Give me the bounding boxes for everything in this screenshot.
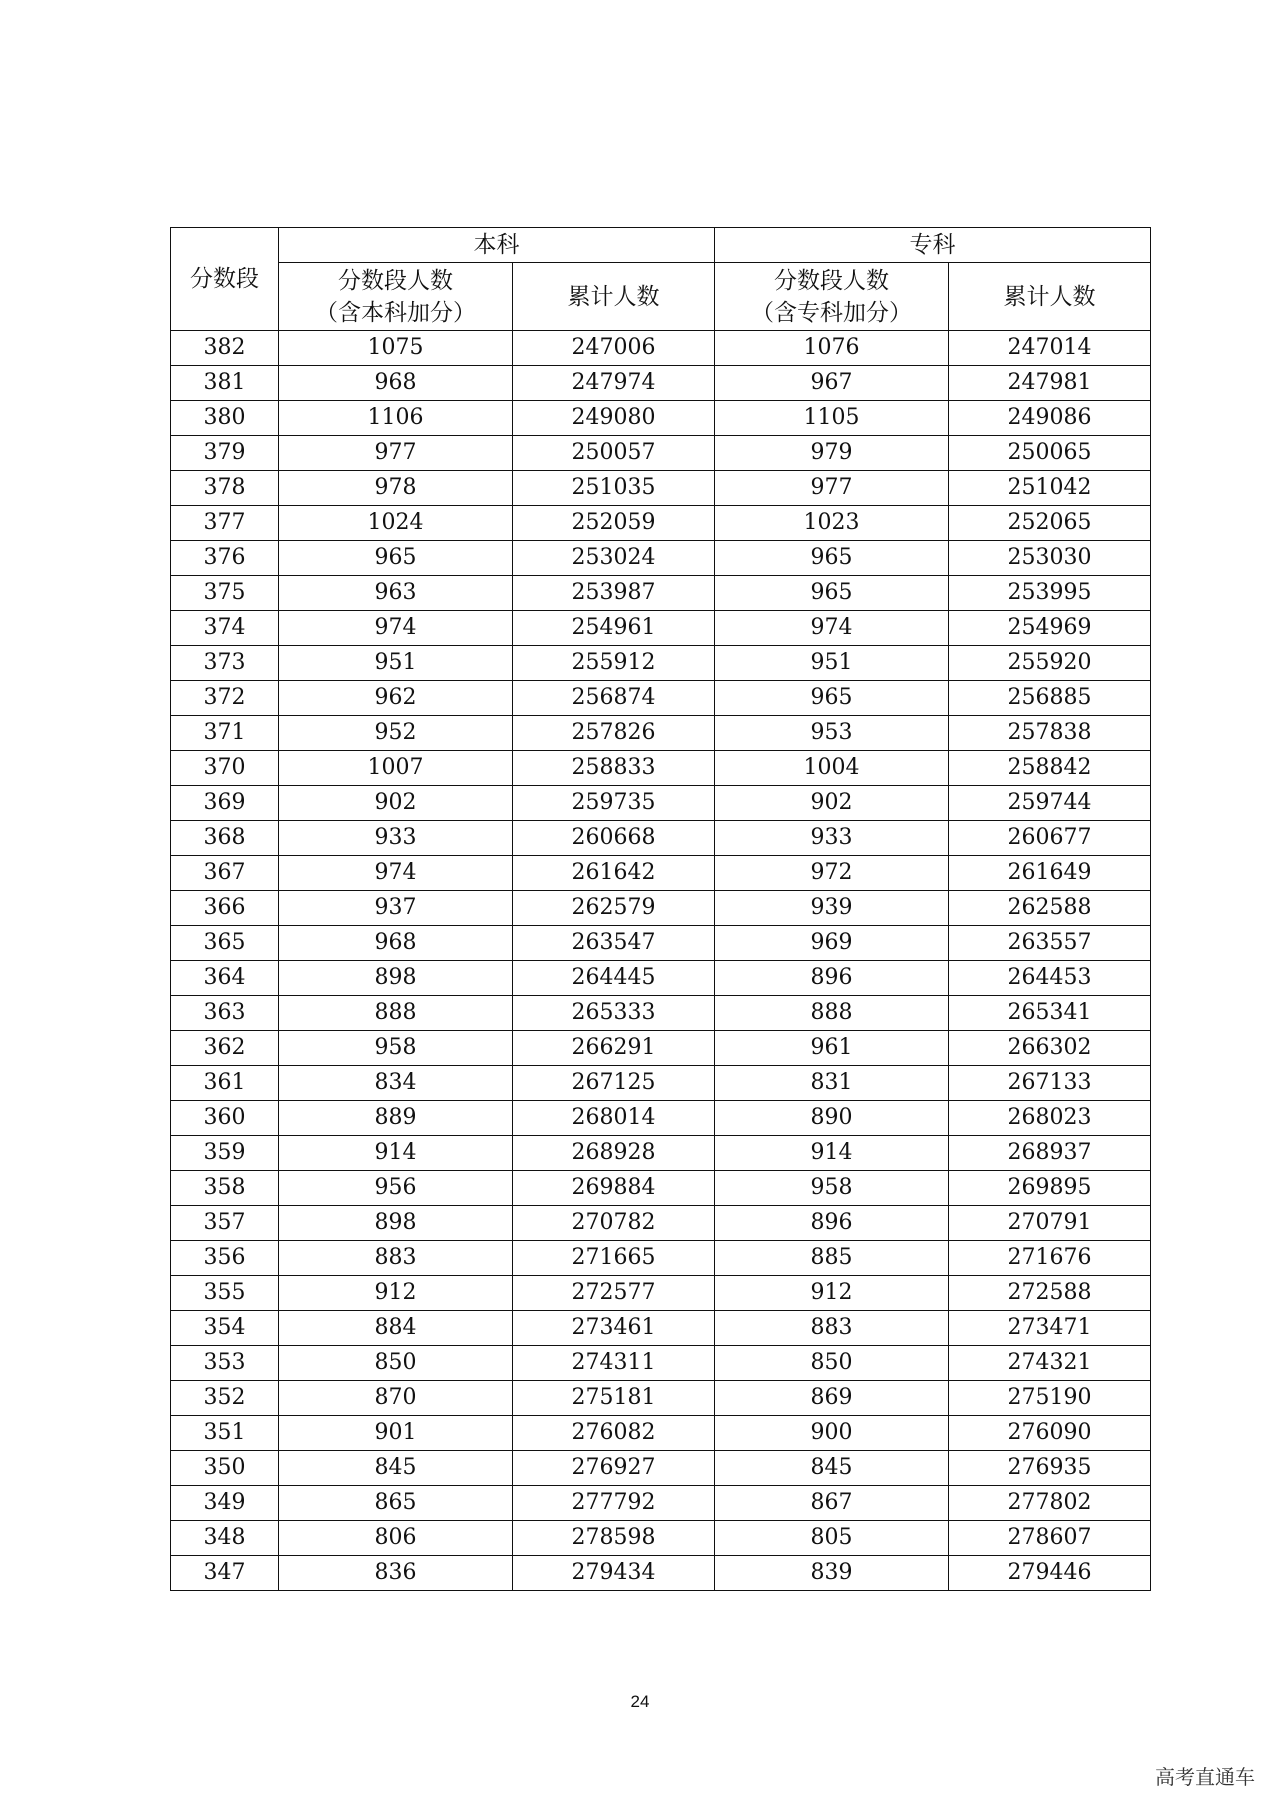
cell-college-count: 900: [715, 1416, 949, 1451]
cell-undergrad-cumulative: 247974: [513, 366, 715, 401]
cell-score: 359: [171, 1136, 279, 1171]
cell-undergrad-count: 901: [279, 1416, 513, 1451]
table-row: [171, 821, 1151, 856]
cell-college-cumulative: 257838: [949, 716, 1151, 751]
cell-college-count: 883: [715, 1311, 949, 1346]
cell-score: 373: [171, 646, 279, 681]
cell-undergrad-count: 951: [279, 646, 513, 681]
cell-score: 379: [171, 436, 279, 471]
cell-undergrad-cumulative: 257826: [513, 716, 715, 751]
cell-undergrad-count: 914: [279, 1136, 513, 1171]
cell-undergrad-cumulative: 275181: [513, 1381, 715, 1416]
cell-college-count: 885: [715, 1241, 949, 1276]
cell-college-count: 979: [715, 436, 949, 471]
cell-college-count: 933: [715, 821, 949, 856]
header-undergrad-cumulative: 累计人数: [513, 263, 715, 331]
table-row: [171, 1066, 1151, 1101]
cell-college-count: 896: [715, 1206, 949, 1241]
cell-college-count: 967: [715, 366, 949, 401]
cell-college-count: 902: [715, 786, 949, 821]
cell-score: 364: [171, 961, 279, 996]
cell-undergrad-cumulative: 277792: [513, 1486, 715, 1521]
table-row: [171, 751, 1151, 786]
cell-undergrad-count: 1007: [279, 751, 513, 786]
cell-college-cumulative: 267133: [949, 1066, 1151, 1101]
cell-college-count: 869: [715, 1381, 949, 1416]
cell-college-count: 805: [715, 1521, 949, 1556]
cell-score: 351: [171, 1416, 279, 1451]
cell-undergrad-count: 933: [279, 821, 513, 856]
cell-college-cumulative: 256885: [949, 681, 1151, 716]
cell-college-count: 974: [715, 611, 949, 646]
cell-undergrad-count: 952: [279, 716, 513, 751]
table-row: [171, 541, 1151, 576]
cell-score: 348: [171, 1521, 279, 1556]
cell-undergrad-count: 974: [279, 611, 513, 646]
cell-score: 369: [171, 786, 279, 821]
cell-college-count: 896: [715, 961, 949, 996]
cell-college-cumulative: 264453: [949, 961, 1151, 996]
cell-undergrad-cumulative: 268014: [513, 1101, 715, 1136]
cell-college-count: 1105: [715, 401, 949, 436]
table-row: [171, 436, 1151, 471]
table-row: [171, 1381, 1151, 1416]
cell-score: 375: [171, 576, 279, 611]
cell-college-cumulative: 269895: [949, 1171, 1151, 1206]
cell-undergrad-cumulative: 266291: [513, 1031, 715, 1066]
cell-undergrad-cumulative: 258833: [513, 751, 715, 786]
table-row: [171, 716, 1151, 751]
table-row: [171, 681, 1151, 716]
cell-college-cumulative: 268023: [949, 1101, 1151, 1136]
cell-undergrad-count: 958: [279, 1031, 513, 1066]
cell-college-cumulative: 253995: [949, 576, 1151, 611]
cell-college-count: 912: [715, 1276, 949, 1311]
cell-college-cumulative: 260677: [949, 821, 1151, 856]
header-undergrad-count-line1: 分数段人数: [338, 267, 453, 294]
cell-undergrad-cumulative: 253987: [513, 576, 715, 611]
cell-undergrad-count: 912: [279, 1276, 513, 1311]
cell-score: 350: [171, 1451, 279, 1486]
cell-score: 374: [171, 611, 279, 646]
cell-undergrad-count: 968: [279, 366, 513, 401]
header-college-count-line1: 分数段人数: [774, 267, 889, 294]
table-row: [171, 891, 1151, 926]
cell-college-count: 888: [715, 996, 949, 1031]
cell-undergrad-cumulative: 276082: [513, 1416, 715, 1451]
table-row: [171, 576, 1151, 611]
cell-college-count: 953: [715, 716, 949, 751]
table-row: [171, 1171, 1151, 1206]
table-row: [171, 401, 1151, 436]
cell-college-count: 1023: [715, 506, 949, 541]
cell-undergrad-count: 977: [279, 436, 513, 471]
cell-college-cumulative: 270791: [949, 1206, 1151, 1241]
cell-undergrad-count: 806: [279, 1521, 513, 1556]
cell-score: 378: [171, 471, 279, 506]
table-row: [171, 1276, 1151, 1311]
cell-undergrad-cumulative: 262579: [513, 891, 715, 926]
score-distribution-table: [170, 227, 1151, 1591]
cell-college-count: 914: [715, 1136, 949, 1171]
cell-undergrad-count: 889: [279, 1101, 513, 1136]
cell-college-cumulative: 268937: [949, 1136, 1151, 1171]
cell-college-cumulative: 278607: [949, 1521, 1151, 1556]
cell-college-cumulative: 251042: [949, 471, 1151, 506]
cell-undergrad-cumulative: 252059: [513, 506, 715, 541]
cell-undergrad-cumulative: 249080: [513, 401, 715, 436]
header-score-band: 分数段: [171, 228, 279, 331]
cell-college-cumulative: 266302: [949, 1031, 1151, 1066]
cell-score: 382: [171, 331, 279, 366]
score-distribution-table-container: [170, 227, 1151, 1591]
cell-college-cumulative: 275190: [949, 1381, 1151, 1416]
cell-score: 371: [171, 716, 279, 751]
cell-undergrad-cumulative: 261642: [513, 856, 715, 891]
cell-college-cumulative: 255920: [949, 646, 1151, 681]
cell-college-count: 890: [715, 1101, 949, 1136]
cell-undergrad-count: 845: [279, 1451, 513, 1486]
cell-college-count: 961: [715, 1031, 949, 1066]
table-row: [171, 856, 1151, 891]
cell-college-cumulative: 254969: [949, 611, 1151, 646]
table-row: [171, 611, 1151, 646]
cell-undergrad-count: 965: [279, 541, 513, 576]
header-undergrad-count: [279, 263, 513, 331]
cell-undergrad-count: 898: [279, 1206, 513, 1241]
cell-undergrad-count: 968: [279, 926, 513, 961]
header-college-count: [715, 263, 949, 331]
table-row: [171, 1206, 1151, 1241]
header-college-cumulative: 累计人数: [949, 263, 1151, 331]
cell-undergrad-count: 834: [279, 1066, 513, 1101]
cell-college-cumulative: 262588: [949, 891, 1151, 926]
cell-undergrad-cumulative: 264445: [513, 961, 715, 996]
cell-score: 372: [171, 681, 279, 716]
cell-college-count: 965: [715, 681, 949, 716]
cell-undergrad-count: 963: [279, 576, 513, 611]
cell-score: 367: [171, 856, 279, 891]
cell-score: 347: [171, 1556, 279, 1591]
cell-undergrad-cumulative: 278598: [513, 1521, 715, 1556]
cell-score: 361: [171, 1066, 279, 1101]
cell-undergrad-cumulative: 279434: [513, 1556, 715, 1591]
cell-score: 368: [171, 821, 279, 856]
cell-score: 349: [171, 1486, 279, 1521]
cell-college-cumulative: 265341: [949, 996, 1151, 1031]
cell-score: 353: [171, 1346, 279, 1381]
cell-college-cumulative: 253030: [949, 541, 1151, 576]
cell-undergrad-count: 870: [279, 1381, 513, 1416]
cell-score: 377: [171, 506, 279, 541]
table-row: [171, 1311, 1151, 1346]
cell-undergrad-count: 974: [279, 856, 513, 891]
cell-undergrad-count: 888: [279, 996, 513, 1031]
cell-college-count: 958: [715, 1171, 949, 1206]
cell-college-count: 867: [715, 1486, 949, 1521]
table-row: [171, 1101, 1151, 1136]
cell-college-count: 1076: [715, 331, 949, 366]
cell-undergrad-count: 1106: [279, 401, 513, 436]
cell-college-cumulative: 277802: [949, 1486, 1151, 1521]
cell-undergrad-count: 962: [279, 681, 513, 716]
cell-undergrad-count: 956: [279, 1171, 513, 1206]
cell-undergrad-cumulative: 254961: [513, 611, 715, 646]
cell-score: 366: [171, 891, 279, 926]
cell-undergrad-cumulative: 256874: [513, 681, 715, 716]
cell-college-cumulative: 250065: [949, 436, 1151, 471]
table-row: [171, 1346, 1151, 1381]
cell-score: 360: [171, 1101, 279, 1136]
header-college-count-line2: （含专科加分）: [751, 299, 912, 326]
watermark-text: 高考直通车: [1155, 1765, 1255, 1789]
cell-undergrad-cumulative: 267125: [513, 1066, 715, 1101]
cell-college-count: 839: [715, 1556, 949, 1591]
cell-college-cumulative: 247981: [949, 366, 1151, 401]
cell-college-count: 969: [715, 926, 949, 961]
table-row: [171, 1241, 1151, 1276]
table-row: [171, 996, 1151, 1031]
table-row: [171, 1486, 1151, 1521]
cell-score: 376: [171, 541, 279, 576]
cell-undergrad-cumulative: 268928: [513, 1136, 715, 1171]
table-row: [171, 1521, 1151, 1556]
cell-undergrad-count: 937: [279, 891, 513, 926]
cell-score: 355: [171, 1276, 279, 1311]
cell-undergrad-count: 902: [279, 786, 513, 821]
cell-college-count: 951: [715, 646, 949, 681]
cell-college-count: 977: [715, 471, 949, 506]
cell-college-cumulative: 273471: [949, 1311, 1151, 1346]
table-row: [171, 926, 1151, 961]
cell-undergrad-cumulative: 251035: [513, 471, 715, 506]
table-row: [171, 471, 1151, 506]
table-row: [171, 1556, 1151, 1591]
header-undergrad: 本科: [279, 228, 715, 263]
cell-college-cumulative: 247014: [949, 331, 1151, 366]
cell-undergrad-cumulative: 265333: [513, 996, 715, 1031]
cell-undergrad-cumulative: 263547: [513, 926, 715, 961]
cell-undergrad-cumulative: 270782: [513, 1206, 715, 1241]
cell-score: 380: [171, 401, 279, 436]
cell-undergrad-count: 865: [279, 1486, 513, 1521]
cell-college-cumulative: 263557: [949, 926, 1151, 961]
cell-undergrad-cumulative: 272577: [513, 1276, 715, 1311]
cell-college-cumulative: 279446: [949, 1556, 1151, 1591]
cell-undergrad-count: 850: [279, 1346, 513, 1381]
cell-score: 370: [171, 751, 279, 786]
header-junior-college: 专科: [715, 228, 1151, 263]
table-row: [171, 1031, 1151, 1066]
table-row: [171, 366, 1151, 401]
cell-college-cumulative: 274321: [949, 1346, 1151, 1381]
cell-undergrad-cumulative: 273461: [513, 1311, 715, 1346]
cell-score: 362: [171, 1031, 279, 1066]
cell-college-count: 965: [715, 541, 949, 576]
cell-college-count: 972: [715, 856, 949, 891]
cell-undergrad-cumulative: 276927: [513, 1451, 715, 1486]
cell-undergrad-count: 836: [279, 1556, 513, 1591]
table-row: [171, 961, 1151, 996]
table-row: [171, 331, 1151, 366]
cell-college-count: 845: [715, 1451, 949, 1486]
cell-undergrad-count: 1024: [279, 506, 513, 541]
table-row: [171, 646, 1151, 681]
cell-undergrad-cumulative: 250057: [513, 436, 715, 471]
cell-undergrad-cumulative: 271665: [513, 1241, 715, 1276]
cell-score: 365: [171, 926, 279, 961]
cell-score: 354: [171, 1311, 279, 1346]
header-undergrad-count-line2: （含本科加分）: [315, 299, 476, 326]
cell-college-count: 831: [715, 1066, 949, 1101]
cell-college-cumulative: 259744: [949, 786, 1151, 821]
cell-college-count: 939: [715, 891, 949, 926]
cell-undergrad-count: 978: [279, 471, 513, 506]
cell-college-cumulative: 276935: [949, 1451, 1151, 1486]
cell-college-cumulative: 272588: [949, 1276, 1151, 1311]
table-row: [171, 506, 1151, 541]
table-row: [171, 1451, 1151, 1486]
cell-undergrad-cumulative: 255912: [513, 646, 715, 681]
cell-score: 357: [171, 1206, 279, 1241]
cell-undergrad-cumulative: 269884: [513, 1171, 715, 1206]
cell-college-cumulative: 249086: [949, 401, 1151, 436]
cell-college-cumulative: 261649: [949, 856, 1151, 891]
cell-college-cumulative: 271676: [949, 1241, 1151, 1276]
cell-score: 352: [171, 1381, 279, 1416]
cell-score: 363: [171, 996, 279, 1031]
cell-score: 358: [171, 1171, 279, 1206]
table-row: [171, 1416, 1151, 1451]
table-body: [171, 331, 1151, 1591]
cell-undergrad-cumulative: 260668: [513, 821, 715, 856]
cell-undergrad-count: 898: [279, 961, 513, 996]
cell-undergrad-cumulative: 247006: [513, 331, 715, 366]
table-row: [171, 786, 1151, 821]
cell-undergrad-cumulative: 259735: [513, 786, 715, 821]
cell-college-cumulative: 276090: [949, 1416, 1151, 1451]
cell-college-count: 850: [715, 1346, 949, 1381]
cell-college-count: 1004: [715, 751, 949, 786]
cell-undergrad-count: 1075: [279, 331, 513, 366]
page-number: 24: [630, 1692, 650, 1711]
cell-score: 381: [171, 366, 279, 401]
cell-college-count: 965: [715, 576, 949, 611]
table-row: [171, 1136, 1151, 1171]
cell-score: 356: [171, 1241, 279, 1276]
cell-college-cumulative: 252065: [949, 506, 1151, 541]
cell-undergrad-cumulative: 274311: [513, 1346, 715, 1381]
cell-college-cumulative: 258842: [949, 751, 1151, 786]
cell-undergrad-cumulative: 253024: [513, 541, 715, 576]
cell-undergrad-count: 883: [279, 1241, 513, 1276]
cell-undergrad-count: 884: [279, 1311, 513, 1346]
